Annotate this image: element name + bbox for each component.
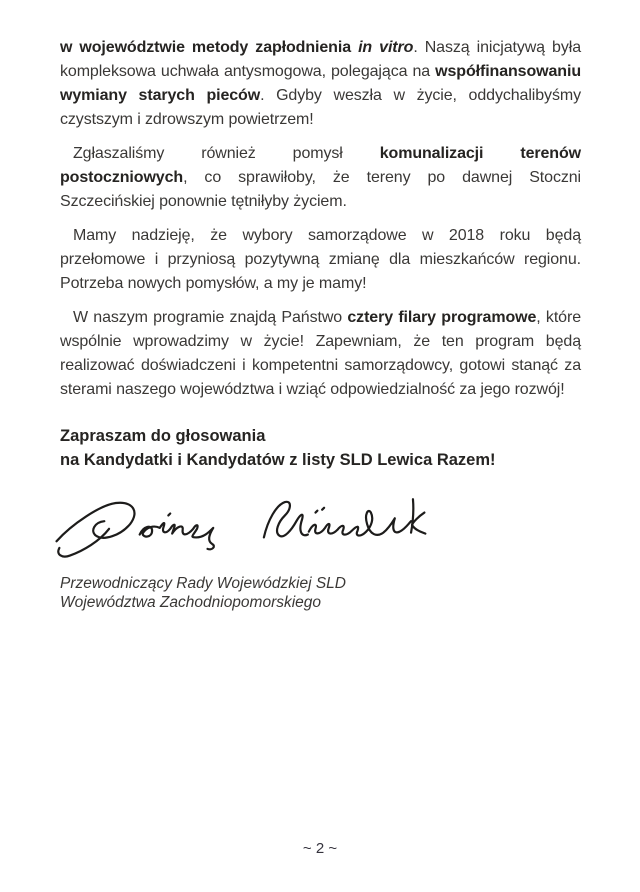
body-paragraph xyxy=(60,36,581,132)
credentials-line: Województwa Zachodniopomorskiego xyxy=(60,594,322,611)
signer-credentials xyxy=(60,574,581,612)
body-paragraph xyxy=(60,224,581,296)
text-segment: , co sprawiłoby, że tereny po dawnej Stoczni Szczecińskiej ponownie tętniłyby życiem. xyxy=(60,169,581,210)
body-paragraph xyxy=(60,306,581,402)
signature-image xyxy=(40,482,440,568)
text-segment: Mamy nadzieję, że wybory samorządowe w 2018 roku będą przełomowe i przyniosą pozytywną zmianę dla mieszkańców regionu. Potrzeba nowych pomysłów, a my je mamy! xyxy=(60,227,581,292)
cta-line: Zapraszam do głosowania xyxy=(60,427,266,445)
text-segment: . Gdyby weszła w życie, oddychalibyśmy czystszym i zdrowszym powietrzem! xyxy=(60,87,581,128)
body-paragraph xyxy=(60,142,581,214)
page-number: ~ 2 ~ xyxy=(302,840,338,857)
text-segment: W naszym programie znajdą Państwo xyxy=(73,309,348,326)
text-segment: komunalizacji terenów postoczniowych xyxy=(60,145,581,186)
text-segment: współfinansowaniu wymiany starych pieców xyxy=(60,63,581,104)
handwritten-signature xyxy=(40,482,440,568)
call-to-action xyxy=(60,424,581,472)
text-segment: w województwie metody zapłodnienia xyxy=(60,39,359,56)
credentials-line: Przewodniczący Rady Wojewódzkiej SLD xyxy=(60,575,347,592)
text-segment: . Naszą inicjatywą była kompleksowa uchwała antysmogowa, polegająca na xyxy=(60,39,581,80)
cta-line: na Kandydatki i Kandydatów z listy SLD Lewica Razem! xyxy=(60,451,496,469)
text-segment: , które wspólnie wprowadzimy w życie! Zapewniam, że ten program będą realizować doświadczeni i kompetentni samorządowcy, gotowi stanąć za sterami naszego województwa i wziąć odpowiedzialność za jego rozwój! xyxy=(60,309,581,398)
text-segment: cztery filary programowe xyxy=(347,309,537,326)
page-content xyxy=(60,36,581,612)
text-segment: in vitro xyxy=(358,39,414,56)
text-segment: Zgłaszaliśmy również pomysł xyxy=(73,145,380,162)
